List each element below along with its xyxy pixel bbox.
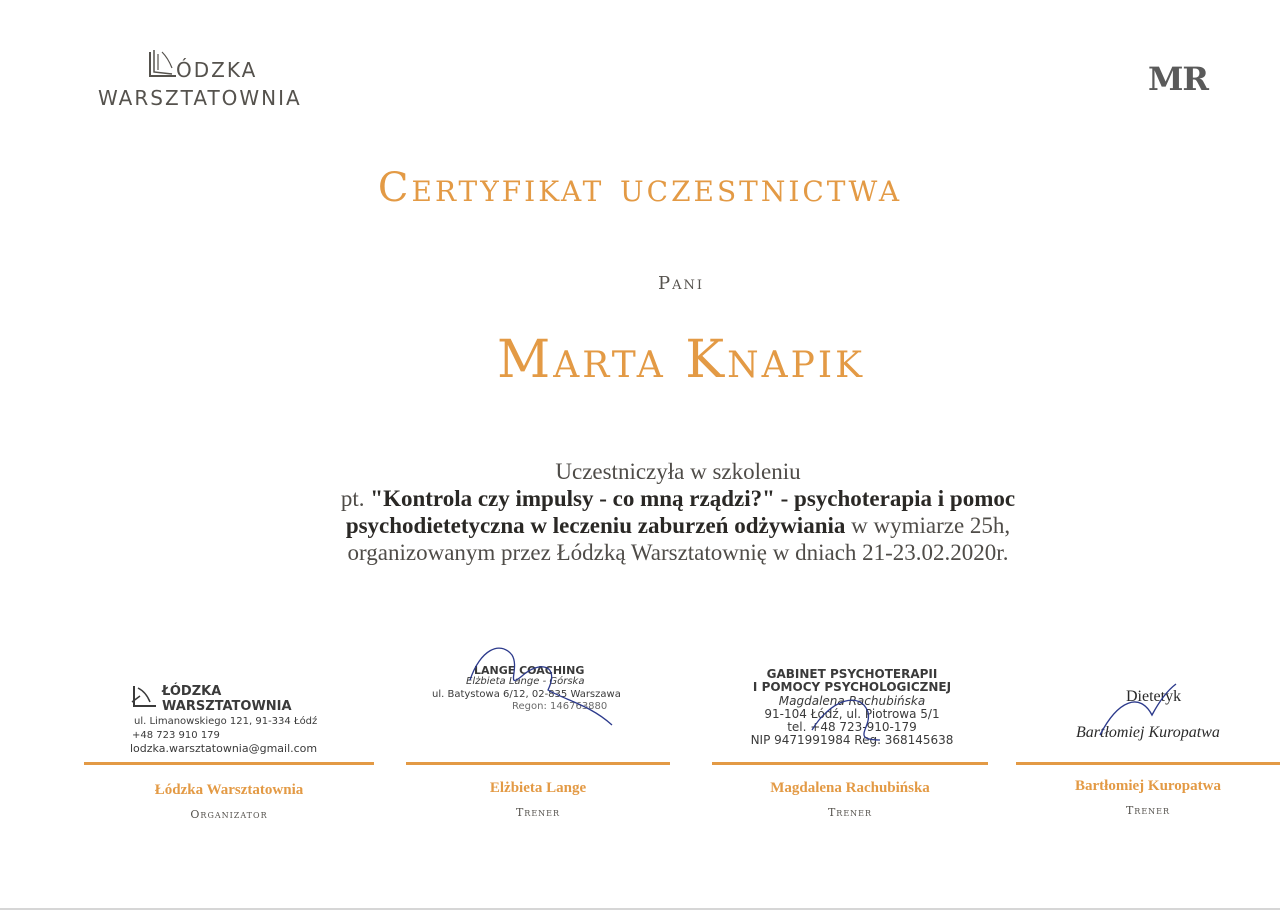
stamp-gabinet-owner: Magdalena Rachubińska	[778, 694, 926, 708]
stamp-lodzka-line-1: ŁÓDZKA	[162, 684, 222, 699]
signature-line-3	[712, 762, 988, 765]
stamp-dietetyk-name: Bartłomiej Kuropatwa	[1076, 724, 1220, 741]
signatory-name-2: Elżbieta Lange	[489, 780, 587, 796]
signatory-name-1: Łódzka Warsztatownia	[154, 782, 304, 798]
stamp-gabinet-line-1: GABINET PSYCHOTERAPII	[766, 667, 938, 681]
signatory-name-4: Bartłomiej Kuropatwa	[1075, 778, 1221, 794]
logo-line-2: WARSZTATOWNIA	[98, 86, 302, 110]
body-line-3	[0, 512, 1280, 539]
salutation: Pani	[657, 273, 704, 294]
training-title-part-1: "Kontrola czy impulsy - co mną rządzi?" - psychoterapia i pomoc	[370, 486, 1016, 511]
stamp-gabinet-line-2: I POMOCY PSYCHOLOGICZNEJ	[752, 680, 952, 694]
stamp-lodzka-email: lodzka.warsztatownia@gmail.com	[130, 742, 318, 755]
signature-line-4	[1016, 762, 1280, 765]
signature-line-2	[406, 762, 670, 765]
certificate-body	[0, 458, 1280, 566]
stamp-lodzka-phone: +48 723 910 179	[132, 730, 220, 741]
signatory-role-2: Trener	[515, 806, 561, 819]
book-stamp-icon	[128, 682, 160, 712]
book-logo-icon	[142, 48, 178, 82]
signatory-role-1: Organizator	[190, 808, 268, 821]
stamp-dietetyk-title: Dietetyk	[1126, 688, 1182, 705]
stamp-gabinet	[744, 668, 960, 747]
stamp-lange-line-1: LANGE COACHING	[474, 664, 585, 677]
body-line-1: Uczestniczyła w szkoleniu	[555, 459, 801, 484]
signatory-role-4: Trener	[1125, 804, 1171, 817]
body-line-3-suffix: w wymiarze 25h,	[845, 513, 1011, 538]
stamp-lodzka-line-2: WARSZTATOWNIA	[162, 699, 292, 714]
stamp-lange-address: ul. Batystowa 6/12, 02-835 Warszawa	[432, 689, 621, 700]
body-line-2-prefix: pt.	[340, 486, 371, 511]
page-bottom-edge	[0, 908, 1280, 910]
training-title-part-2: psychodietetyczna w leczeniu zaburzeń odżywiania	[345, 513, 846, 538]
stamp-lange-line-2: Elżbieta Lange - Górska	[466, 676, 585, 687]
mr-logo: MR	[1148, 60, 1209, 98]
stamp-lange-regon: Regon: 146763880	[512, 701, 608, 712]
body-line-2	[0, 485, 1280, 512]
certificate-title: Certyfikat uczestnictwa	[377, 165, 903, 211]
body-line-4: organizowanym przez Łódzką Warsztatownię w dniach 21-23.02.2020r.	[347, 540, 1009, 565]
stamp-gabinet-address: 91-104 Łódź, ul. Piotrowa 5/1	[764, 707, 940, 721]
signature-line-1	[84, 762, 374, 765]
signatory-name-3: Magdalena Rachubińska	[770, 780, 930, 796]
logo-line-1: ÓDZKA	[176, 58, 258, 82]
recipient-name: Marta Knapik	[497, 330, 865, 390]
stamp-lodzka-address: ul. Limanowskiego 121, 91-334 Łódź	[134, 716, 318, 727]
stamp-gabinet-phone: tel. +48 723-910-179	[787, 720, 917, 734]
stamp-gabinet-nip: NIP 9471991984 Reg. 368145638	[750, 733, 954, 747]
signatory-role-3: Trener	[827, 806, 873, 819]
